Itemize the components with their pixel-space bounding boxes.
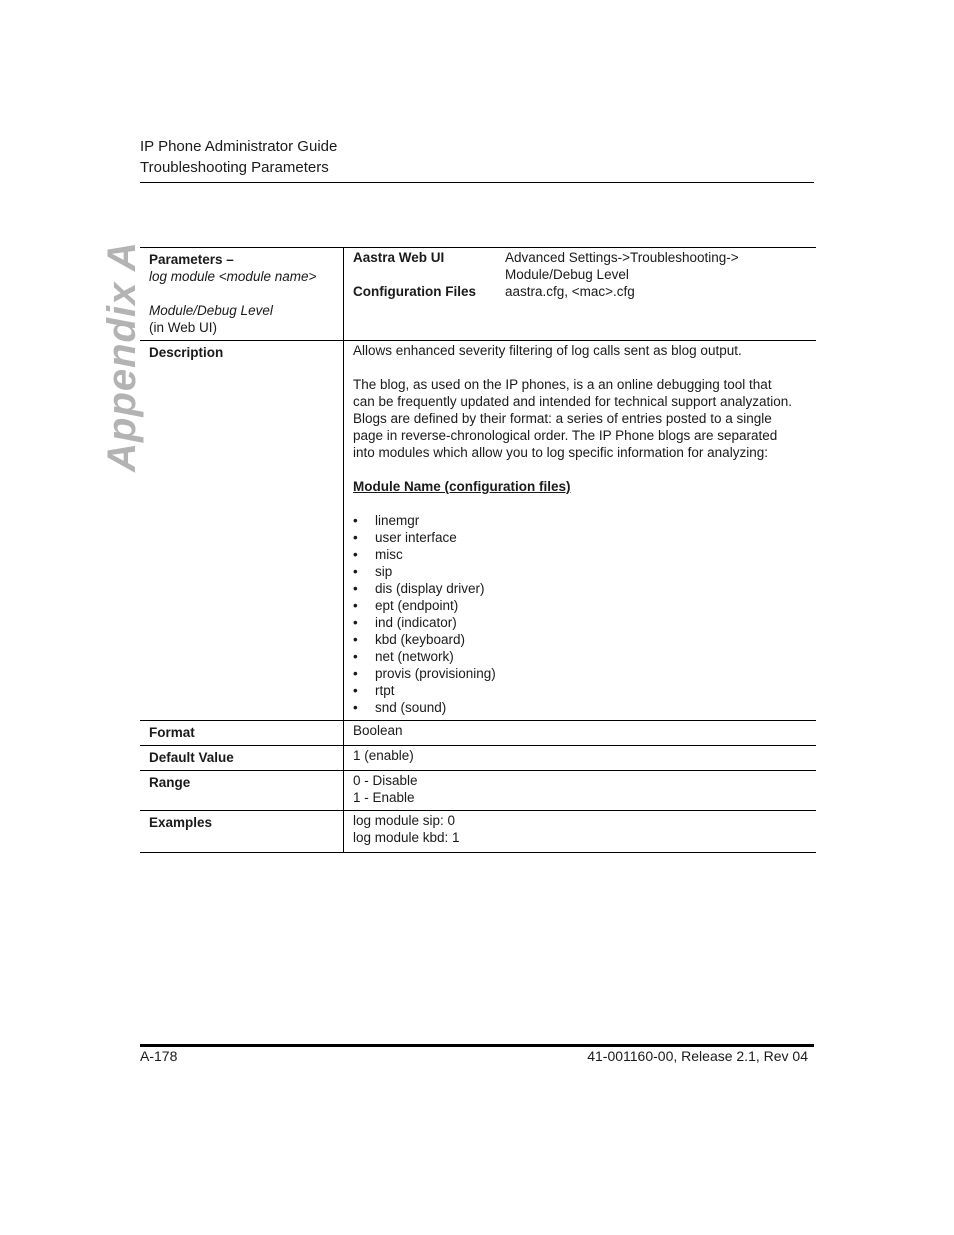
example-value: log module kbd: 1 <box>353 830 460 845</box>
page-header <box>140 136 814 178</box>
web-ui-label: Aastra Web UI <box>353 250 445 265</box>
description-value-cell <box>344 341 817 721</box>
table-row-examples <box>140 811 816 853</box>
list-item: • snd (sound) <box>353 699 807 716</box>
list-item: • provis (provisioning) <box>353 665 807 682</box>
format-value-cell <box>344 721 817 746</box>
range-label: Range <box>149 775 191 790</box>
description-line: into modules which allow you to log specific information for analyzing: <box>353 445 768 460</box>
list-item: • ept (endpoint) <box>353 597 807 614</box>
appendix-side-label <box>99 240 144 472</box>
table-row-range <box>140 771 816 811</box>
web-ui-path-line-2: Module/Debug Level <box>505 267 629 282</box>
default-value-cell <box>344 746 817 771</box>
list-item: • net (network) <box>353 648 807 665</box>
module-name-heading: Module Name (configuration files) <box>353 479 571 494</box>
example-value: log module sip: 0 <box>353 813 456 828</box>
description-line: The blog, as used on the IP phones, is a an online debugging tool that <box>353 377 772 392</box>
range-value-cell <box>344 771 817 811</box>
web-parameter-note: (in Web UI) <box>149 320 218 335</box>
table-row-default-value <box>140 746 816 771</box>
default-value: 1 (enable) <box>353 748 414 763</box>
config-files-value: aastra.cfg, <mac>.cfg <box>505 284 635 299</box>
default-value-label-cell <box>140 746 344 771</box>
web-ui-path <box>505 249 807 283</box>
description-line: can be frequently updated and intended for technical support analyzation. <box>353 394 793 409</box>
list-item: • rtpt <box>353 682 807 699</box>
list-item: • linemgr <box>353 512 807 529</box>
config-files-label: Configuration Files <box>353 284 476 299</box>
list-item: • ind (indicator) <box>353 614 807 631</box>
list-item: • misc <box>353 546 807 563</box>
parameters-label: Parameters – <box>149 252 234 267</box>
examples-label: Examples <box>149 815 213 830</box>
list-item: • dis (display driver) <box>353 580 807 597</box>
header-title: IP Phone Administrator Guide <box>140 138 338 155</box>
web-ui-path-line-1: Advanced Settings->Troubleshooting-> <box>505 250 739 265</box>
header-subtitle: Troubleshooting Parameters <box>140 159 329 176</box>
format-value: Boolean <box>353 723 403 738</box>
table-row-format <box>140 721 816 746</box>
appendix-label-text: Appendix A <box>99 240 144 472</box>
examples-value-cell <box>344 811 817 853</box>
description-label-cell <box>140 341 344 721</box>
description-line: page in reverse-chronological order. The IP Phone blogs are separated <box>353 428 778 443</box>
parameters-subgrid <box>353 249 807 300</box>
web-parameter-name: Module/Debug Level <box>149 303 273 318</box>
table-row-parameters <box>140 248 816 341</box>
header-divider <box>140 182 814 183</box>
parameters-value-cell <box>344 248 817 341</box>
list-item: • sip <box>353 563 807 580</box>
parameter-table <box>140 247 816 853</box>
format-label-cell <box>140 721 344 746</box>
format-label: Format <box>149 725 195 740</box>
config-parameter-name: log module <module name> <box>149 269 317 284</box>
range-value: 0 - Disable <box>353 773 418 788</box>
description-label: Description <box>149 345 224 360</box>
range-label-cell <box>140 771 344 811</box>
description-para-1: Allows enhanced severity filtering of log calls sent as blog output. <box>353 343 742 358</box>
parameters-label-cell <box>140 248 344 341</box>
default-value-label: Default Value <box>149 750 234 765</box>
list-item: • user interface <box>353 529 807 546</box>
page-number: A-178 <box>140 1048 178 1064</box>
list-item: • kbd (keyboard) <box>353 631 807 648</box>
document-id: 41-001160-00, Release 2.1, Rev 04 <box>587 1048 808 1064</box>
module-list <box>353 512 807 716</box>
table-row-description <box>140 341 816 721</box>
description-para-2 <box>353 376 807 461</box>
examples-label-cell <box>140 811 344 853</box>
range-value: 1 - Enable <box>353 790 415 805</box>
description-line: Blogs are defined by their format: a series of entries posted to a single <box>353 411 772 426</box>
